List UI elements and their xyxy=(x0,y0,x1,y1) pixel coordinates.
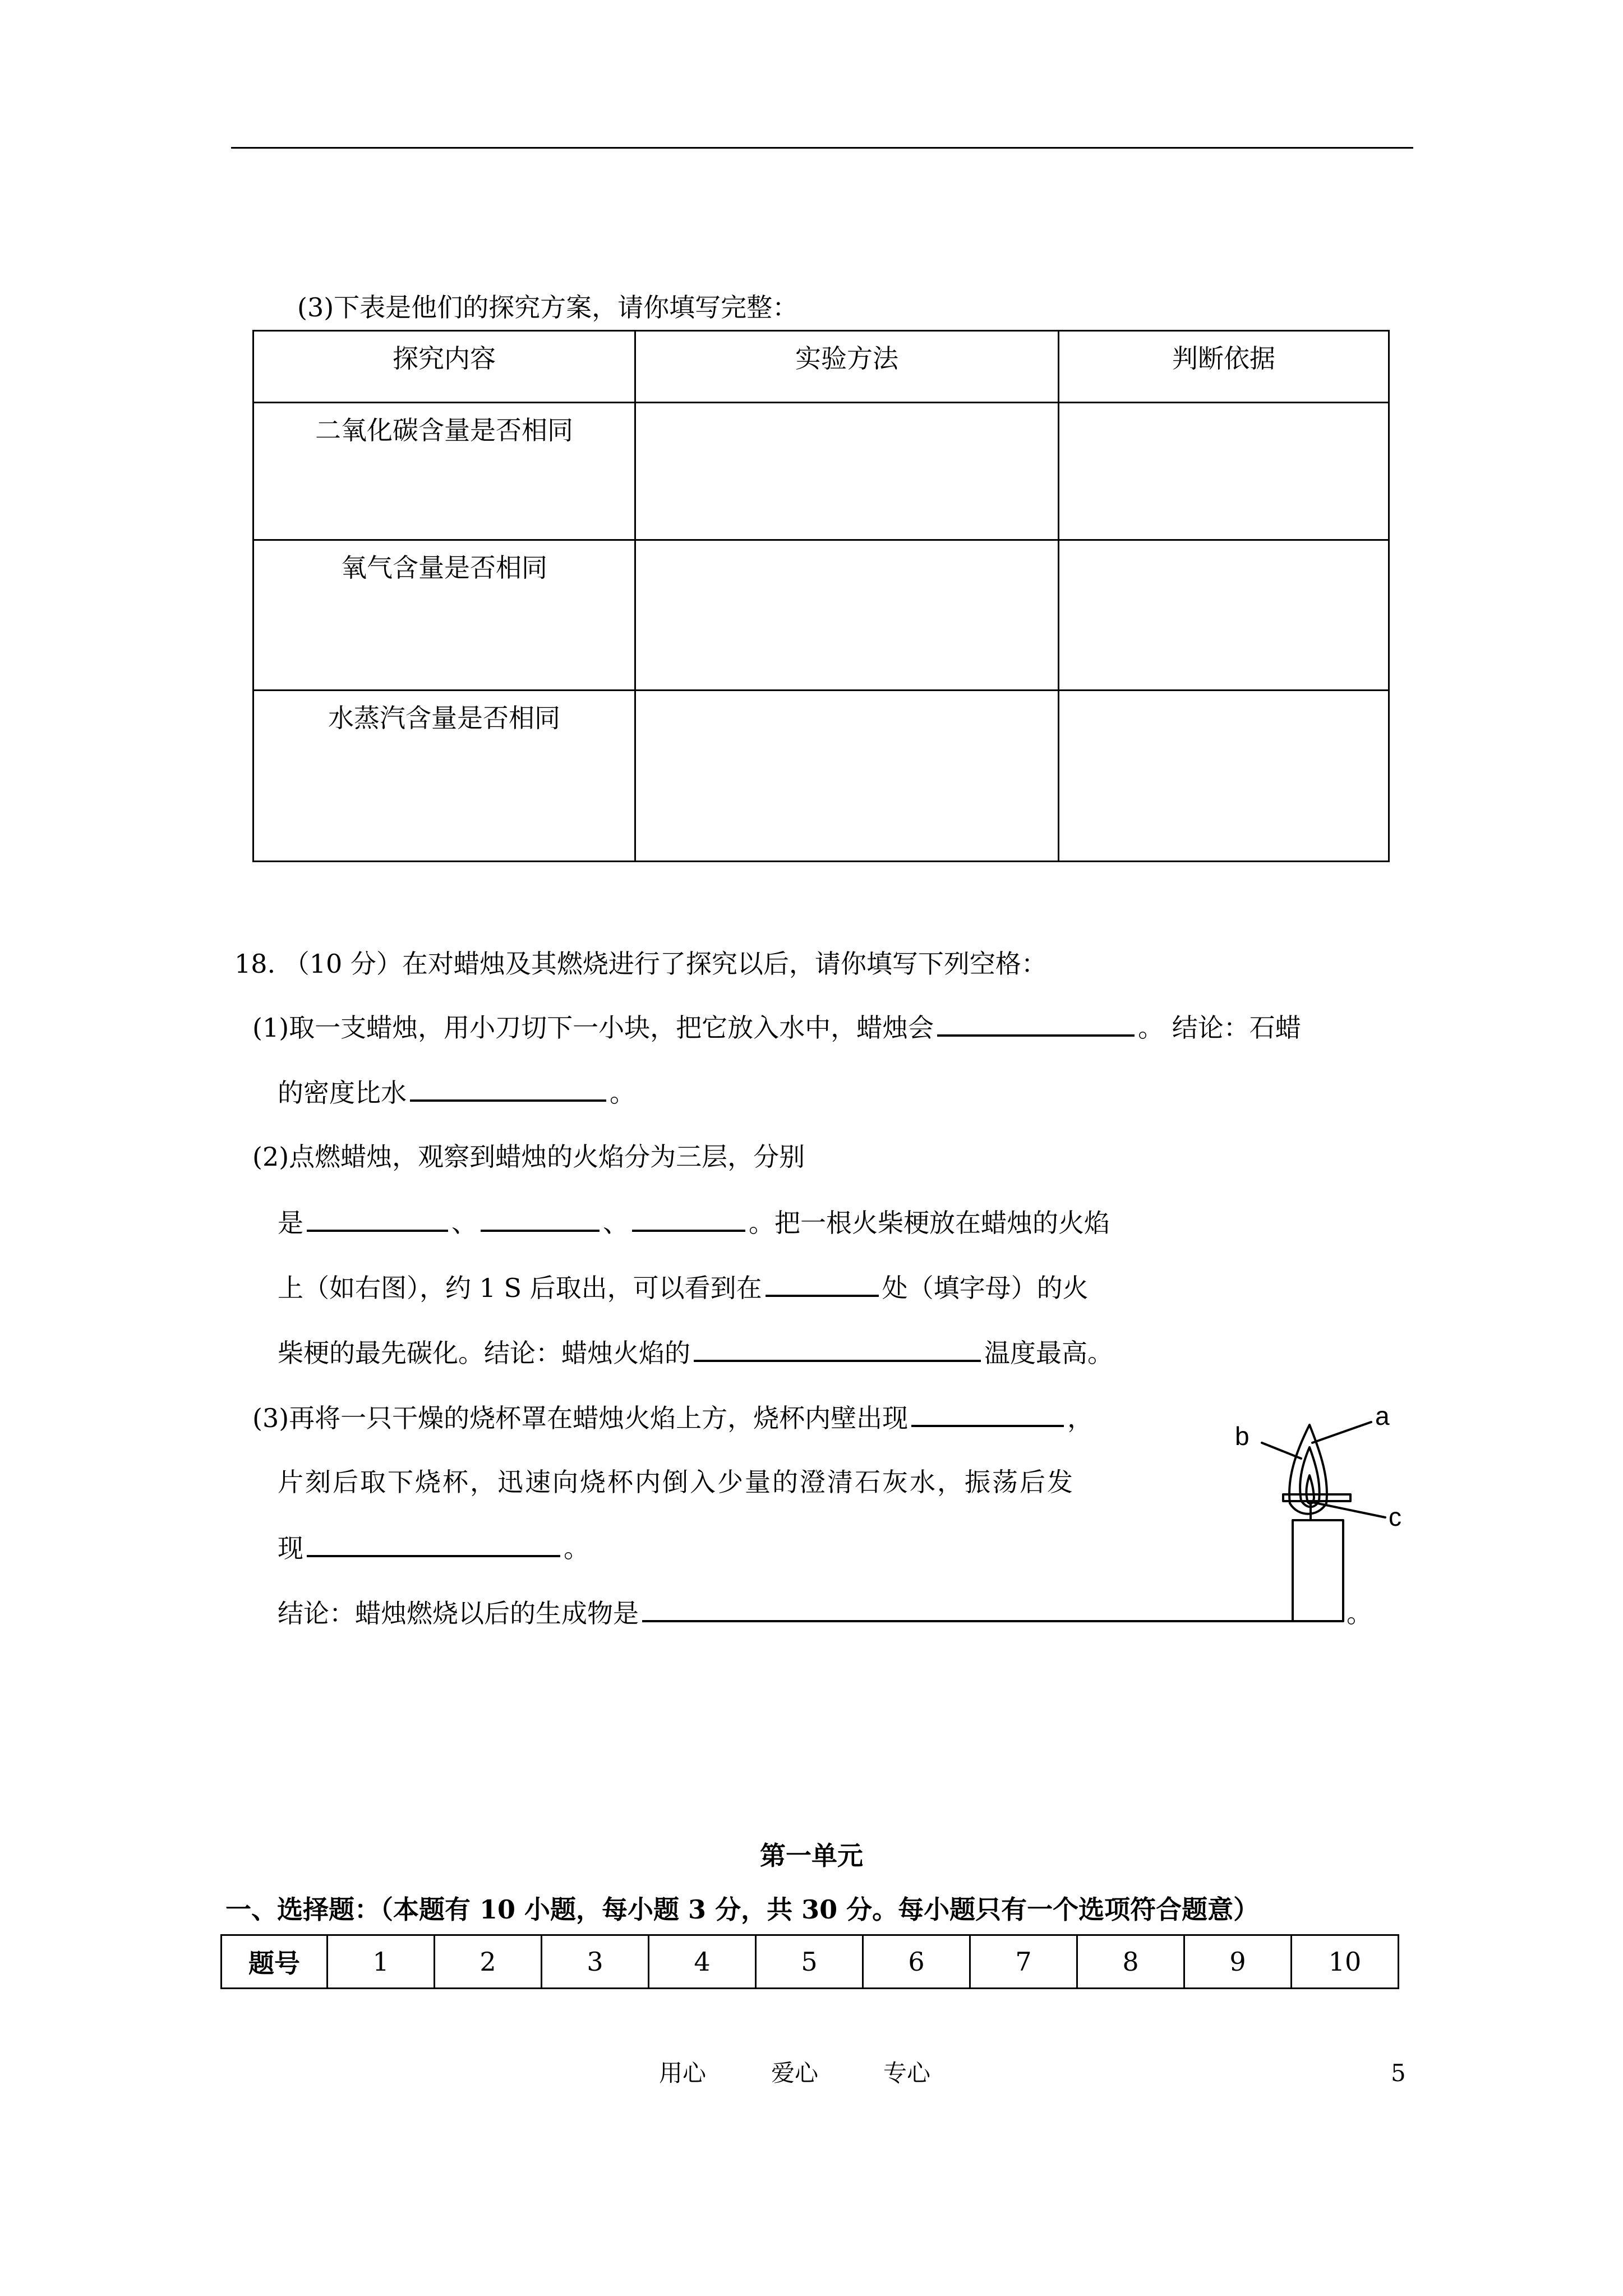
q18-part3-line4 xyxy=(278,1595,1372,1630)
question-number-cell: 10 xyxy=(1292,1935,1399,1989)
answer-blank[interactable] xyxy=(410,1075,606,1102)
text: 上（如右图），约 1 S 后取出，可以看到在 xyxy=(278,1273,762,1303)
text: 温度最高。 xyxy=(984,1338,1113,1368)
table-cell-method[interactable] xyxy=(635,540,1059,691)
footer-motto-3: 专心 xyxy=(883,2059,931,2087)
table-row xyxy=(222,1935,1399,1989)
question-number-cell: 7 xyxy=(970,1935,1077,1989)
question-number-cell: 3 xyxy=(542,1935,649,1989)
table-cell-content: 氧气含量是否相同 xyxy=(253,540,635,691)
answer-blank[interactable] xyxy=(481,1205,600,1232)
text: 。 xyxy=(610,1078,635,1108)
q18-part2-line4 xyxy=(278,1335,1113,1370)
label-c: c xyxy=(1389,1502,1401,1531)
text: 。 xyxy=(564,1533,589,1563)
answer-table-label: 题号 xyxy=(222,1935,328,1989)
text: 结论：蜡烛燃烧以后的生成物是 xyxy=(278,1598,639,1628)
table-cell-content: 水蒸汽含量是否相同 xyxy=(253,691,635,862)
page-number: 5 xyxy=(1391,2059,1406,2087)
question-number-cell: 8 xyxy=(1077,1935,1184,1989)
text: 。 xyxy=(1347,1598,1372,1628)
label-b: b xyxy=(1235,1421,1249,1451)
answer-blank[interactable] xyxy=(937,1010,1135,1037)
section-heading: 一、选择题：（本题有 10 小题，每小题 3 分，共 30 分。每小题只有一个选项符合题意） xyxy=(225,1894,1260,1925)
table-row xyxy=(253,540,1389,691)
q18-part3-line3 xyxy=(278,1530,589,1565)
header-rule xyxy=(231,147,1413,149)
table-row xyxy=(253,691,1389,862)
table-header-basis: 判断依据 xyxy=(1059,331,1389,403)
label-a: a xyxy=(1375,1401,1390,1430)
probe-plan-table xyxy=(252,330,1390,862)
text: 柴梗的最先碳化。结论：蜡烛火焰的 xyxy=(278,1338,690,1368)
q18-part2-line3 xyxy=(278,1270,1089,1305)
flame-inner xyxy=(1306,1475,1314,1503)
text: 。把一根火柴梗放在蜡烛的火焰 xyxy=(749,1208,1110,1238)
text: ， xyxy=(1067,1403,1094,1433)
table-row xyxy=(253,403,1389,540)
q18-part1-line1 xyxy=(252,1010,1301,1045)
question-number-cell: 2 xyxy=(435,1935,542,1989)
question-number-cell: 1 xyxy=(328,1935,435,1989)
pointer-b xyxy=(1262,1443,1301,1458)
table-cell-basis[interactable] xyxy=(1059,691,1389,862)
candle-flame-figure xyxy=(1223,1391,1436,1627)
text: (1)取一支蜡烛，用小刀切下一小块，把它放入水中，蜡烛会 xyxy=(252,1013,934,1043)
answer-table xyxy=(220,1934,1399,1989)
q18-part1-line2 xyxy=(278,1075,635,1110)
table-cell-method[interactable] xyxy=(635,403,1059,540)
q18-part3-line1 xyxy=(252,1400,1093,1435)
text: 现 xyxy=(278,1533,303,1563)
answer-blank[interactable] xyxy=(911,1400,1064,1427)
text: 、 xyxy=(451,1208,477,1238)
answer-blank[interactable] xyxy=(632,1205,745,1232)
pointer-c xyxy=(1312,1502,1385,1517)
table-cell-content: 二氧化碳含量是否相同 xyxy=(253,403,635,540)
candle-body xyxy=(1293,1520,1343,1621)
table-header-method: 实验方法 xyxy=(635,331,1059,403)
footer-motto-2: 爱心 xyxy=(771,2059,819,2087)
q18-part2-line2 xyxy=(278,1205,1110,1240)
q18-part2-line1: (2)点燃蜡烛，观察到蜡烛的火焰分为三层，分别 xyxy=(252,1142,805,1172)
table-cell-basis[interactable] xyxy=(1059,540,1389,691)
text: (3)再将一只干燥的烧杯罩在蜡烛火焰上方，烧杯内壁出现 xyxy=(252,1403,909,1433)
answer-blank[interactable] xyxy=(694,1335,981,1362)
text: 的密度比水 xyxy=(278,1078,407,1108)
answer-blank[interactable] xyxy=(766,1270,879,1297)
table-cell-basis[interactable] xyxy=(1059,403,1389,540)
table-cell-method[interactable] xyxy=(635,691,1059,862)
q18-part3-line2: 片刻后取下烧杯，迅速向烧杯内倒入少量的澄清石灰水，振荡后发 xyxy=(278,1467,1075,1497)
table-header-content: 探究内容 xyxy=(253,331,635,403)
text: 。 结论：石蜡 xyxy=(1138,1013,1301,1043)
footer-motto-1: 用心 xyxy=(659,2059,707,2087)
pointer-a xyxy=(1312,1422,1371,1443)
matchstick xyxy=(1283,1494,1350,1501)
answer-blank[interactable] xyxy=(307,1530,560,1557)
question-18-title: 18. （10 分）在对蜡烛及其燃烧进行了探究以后，请你填写下列空格： xyxy=(234,949,1047,979)
answer-blank[interactable] xyxy=(307,1205,448,1232)
text: 是 xyxy=(278,1208,303,1238)
text: 处（填字母）的火 xyxy=(882,1273,1089,1303)
unit-title: 第一单元 xyxy=(760,1841,863,1871)
question-number-cell: 4 xyxy=(649,1935,756,1989)
table-intro: (3)下表是他们的探究方案，请你填写完整： xyxy=(297,292,799,323)
question-number-cell: 9 xyxy=(1184,1935,1292,1989)
question-number-cell: 6 xyxy=(863,1935,970,1989)
text: 、 xyxy=(603,1208,629,1238)
question-number-cell: 5 xyxy=(756,1935,863,1989)
